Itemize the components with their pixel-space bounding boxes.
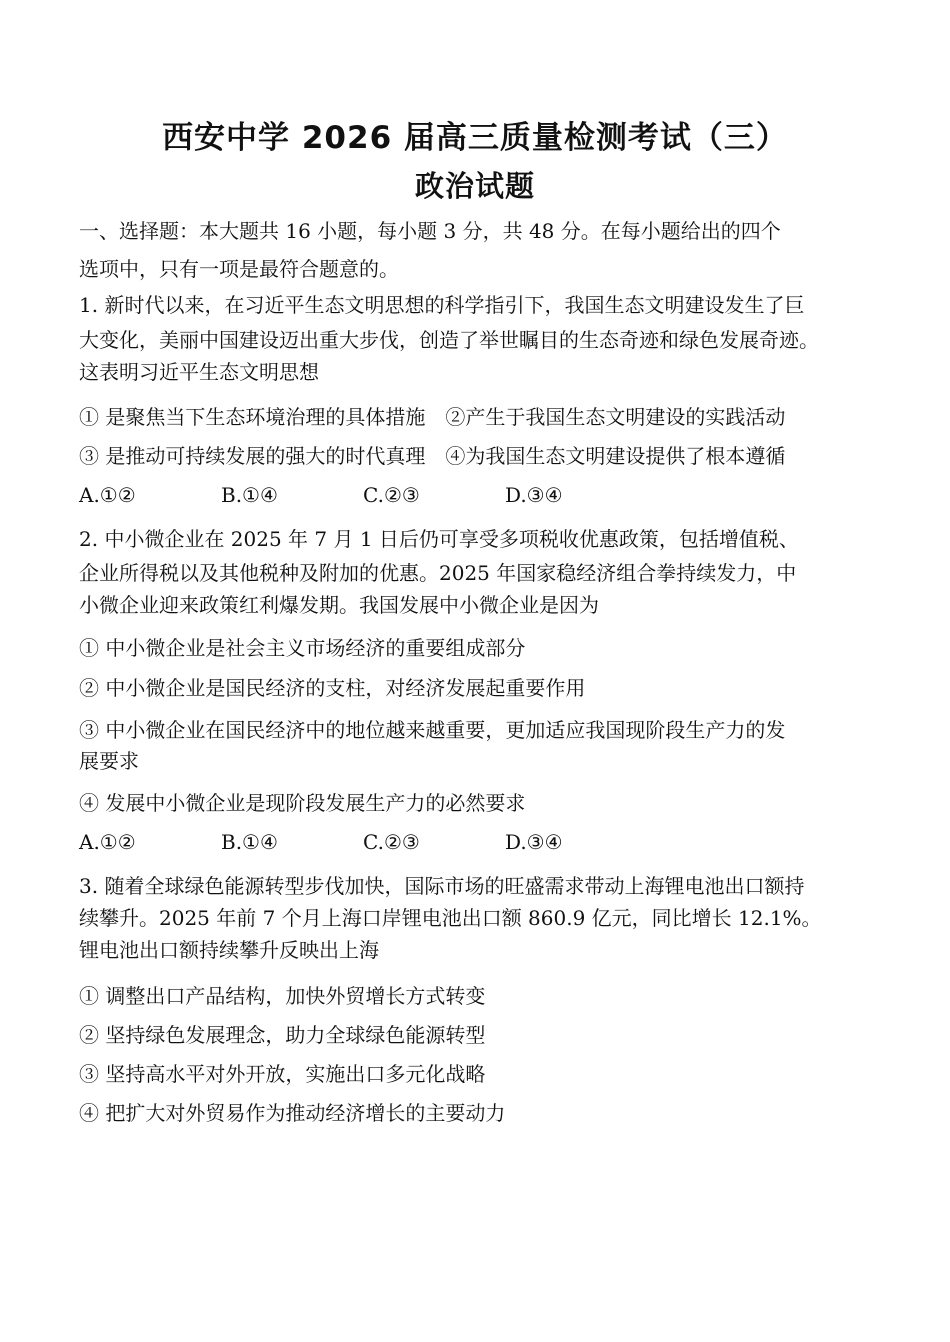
option-c[interactable]: C.②③ bbox=[363, 483, 420, 507]
question-3-statement: ③ 坚持高水平对外开放，实施出口多元化战略 bbox=[79, 1062, 486, 1086]
option-d[interactable]: D.③④ bbox=[505, 483, 563, 507]
option-d[interactable]: D.③④ bbox=[505, 830, 563, 854]
question-1-stem: 这表明习近平生态文明思想 bbox=[79, 360, 319, 384]
question-1-stem: 1. 新时代以来，在习近平生态文明思想的科学指引下，我国生态文明建设发生了巨 bbox=[79, 293, 805, 317]
exam-title: 西安中学 2026 届高三质量检测考试（三） bbox=[162, 120, 788, 156]
question-3-stem: 3. 随着全球绿色能源转型步伐加快，国际市场的旺盛需求带动上海锂电池出口额持 bbox=[79, 874, 805, 898]
question-1-stem: 大变化，美丽中国建设迈出重大步伐，创造了举世瞩目的生态奇迹和绿色发展奇迹。 bbox=[79, 328, 819, 352]
question-3-stem: 锂电池出口额持续攀升反映出上海 bbox=[79, 938, 379, 962]
option-b[interactable]: B.①④ bbox=[221, 483, 278, 507]
question-2-statement: ④ 发展中小微企业是现阶段发展生产力的必然要求 bbox=[79, 791, 526, 815]
section-instruction: 一、选择题：本大题共 16 小题，每小题 3 分，共 48 分。在每小题给出的四个 bbox=[79, 219, 781, 243]
question-1-statement: ③ 是推动可持续发展的强大的时代真理 ④为我国生态文明建设提供了根本遵循 bbox=[79, 444, 786, 468]
option-a[interactable]: A.①② bbox=[79, 830, 136, 854]
option-c[interactable]: C.②③ bbox=[363, 830, 420, 854]
question-2-statement: ② 中小微企业是国民经济的支柱，对经济发展起重要作用 bbox=[79, 676, 586, 700]
question-2-stem: 2. 中小微企业在 2025 年 7 月 1 日后仍可享受多项税收优惠政策，包括增值税、 bbox=[79, 527, 799, 551]
question-3-statement: ② 坚持绿色发展理念，助力全球绿色能源转型 bbox=[79, 1023, 486, 1047]
question-2-stem: 企业所得税以及其他税种及附加的优惠。2025 年国家稳经济组合拳持续发力，中 bbox=[79, 561, 797, 585]
question-2-statement: ③ 中小微企业在国民经济中的地位越来越重要，更加适应我国现阶段生产力的发 bbox=[79, 718, 786, 742]
question-1-statement: ① 是聚焦当下生态环境治理的具体措施 ②产生于我国生态文明建设的实践活动 bbox=[79, 405, 786, 429]
question-3-statement: ④ 把扩大对外贸易作为推动经济增长的主要动力 bbox=[79, 1101, 506, 1125]
exam-subtitle: 政治试题 bbox=[414, 169, 535, 203]
option-a[interactable]: A.①② bbox=[79, 483, 136, 507]
option-b[interactable]: B.①④ bbox=[221, 830, 278, 854]
question-3-statement: ① 调整出口产品结构，加快外贸增长方式转变 bbox=[79, 984, 486, 1008]
question-3-stem: 续攀升。2025 年前 7 个月上海口岸锂电池出口额 860.9 亿元，同比增长 12.1%。 bbox=[79, 906, 822, 930]
question-2-statement: ① 中小微企业是社会主义市场经济的重要组成部分 bbox=[79, 636, 526, 660]
section-instruction: 选项中，只有一项是最符合题意的。 bbox=[79, 257, 399, 281]
question-2-stem: 小微企业迎来政策红利爆发期。我国发展中小微企业是因为 bbox=[79, 593, 599, 617]
question-2-options bbox=[79, 827, 647, 857]
question-2-statement: 展要求 bbox=[79, 749, 139, 773]
question-1-options bbox=[79, 480, 647, 510]
